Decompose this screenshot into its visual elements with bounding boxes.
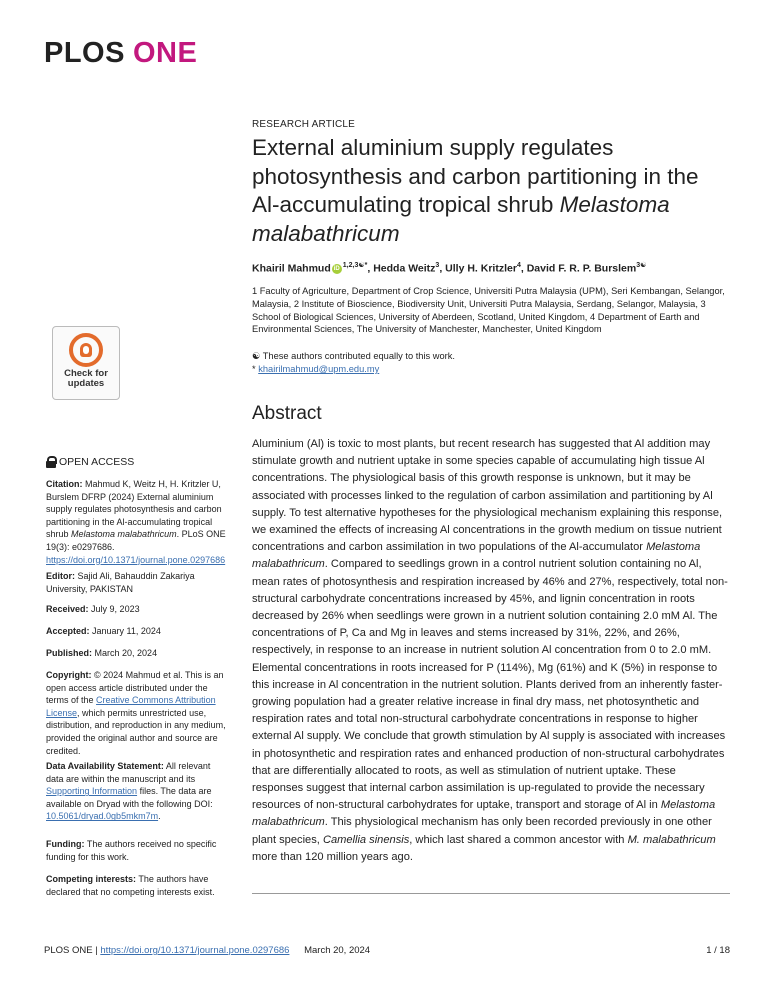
author-3-affil: 4	[516, 262, 521, 269]
check-for-updates-icon	[69, 333, 103, 367]
abstract-divider	[252, 893, 730, 894]
dryad-doi-link[interactable]: 10.5061/dryad.0gb5mkm7m	[46, 811, 159, 822]
author-2-affil: 3	[435, 262, 440, 269]
received-label: Received:	[46, 604, 89, 614]
title-text: External aluminium supply regulates photosynthesis and carbon partitioning in the Al-accumulating tropical shrub	[252, 135, 699, 217]
citation-text: Mahmud K, Weitz H, H. Kritzler U, Burslem DFRP (2024) External aluminium supply regulates photosynthesis and carbon partitioning in the Al-accumulating tropical shrub	[46, 479, 222, 540]
editor-text: Sajid Ali, Bahauddin Zakariya University, PAKISTAN	[46, 571, 195, 594]
published-date: March 20, 2024	[94, 648, 158, 658]
corresponding-author: * khairilmahmud@upm.edu.my	[252, 363, 380, 374]
copyright-block	[46, 669, 226, 757]
competing-interests-text: The authors have declared that no competing interests exist.	[46, 874, 215, 897]
logo-plos: PLOS	[44, 37, 125, 69]
affiliations: 1 Faculty of Agriculture, Department of Crop Science, Universiti Putra Malaysia (UPM), Seri Kembangan, Selangor, Malaysia, 2 Institute of Bioscience, Biodiversity Unit, Universiti Putra Malaysia, Serdang, Selangor, Malaysia, 3 School of Biological Sciences, University of Aberdeen, Scotland, United Kingdom, 4 Department of Earth and Environmental Sciences, The University of Manchester, Manchester, United Kingdom	[252, 286, 725, 335]
citation-journal: . PLoS ONE 19(3): e0297686.	[46, 529, 226, 552]
footer-doi-link[interactable]: https://doi.org/10.1371/journal.pone.0297686	[100, 945, 290, 956]
article-title	[252, 134, 722, 248]
author-3[interactable]: Ully H. Kritzler	[445, 262, 517, 275]
data-availability-block	[46, 760, 226, 823]
citation-species: Melastoma malabathricum	[71, 529, 177, 540]
author-4[interactable]: David F. R. P. Burslem	[526, 262, 637, 275]
orcid-icon[interactable]: iD	[333, 265, 340, 272]
competing-interests-label: Competing interests:	[46, 874, 137, 884]
open-access-badge	[46, 456, 134, 468]
citation-doi-link[interactable]: https://doi.org/10.1371/journal.pone.0297686	[46, 554, 226, 565]
data-availability-end: .	[158, 811, 161, 822]
author-2[interactable]: Hedda Weitz	[373, 262, 436, 275]
journal-logo	[44, 37, 197, 70]
footer-date: March 20, 2024	[304, 945, 371, 956]
article-type: RESEARCH ARTICLE	[252, 119, 356, 130]
author-list: Khairil Mahmud iD $^{1,2,3☯*}$, Hedda Weitz$^3$, Ully H. Kritzler$^4$, David F. R. P. Burslem$^{3☯}$	[252, 262, 647, 275]
author-notes	[252, 350, 730, 376]
author-1[interactable]: Khairil Mahmud	[252, 262, 331, 275]
received-block	[46, 603, 226, 616]
published-label: Published:	[46, 648, 93, 658]
author-4-affil: 3☯	[636, 262, 647, 269]
footer-journal: PLOS ONE |	[44, 945, 101, 956]
page-footer	[44, 945, 730, 956]
funding-text: The authors received no specific funding for this work.	[46, 839, 217, 862]
citation-block	[46, 478, 226, 566]
author-1-affil: 1,2,3☯*	[342, 262, 368, 269]
abstract-text: Aluminium (Al) is toxic to most plants, but recent research has suggested that Al addition may stimulate growth and nutrient uptake in some species capable of accumulating high tissue Al concentrations. The physiological basis of this growth response is unknown, but it may be associated with processes linked to the regulation of carbon assimilation and partitioning by Al supply. To test alternative hypotheses for the physiological mechanism explaining this response, we examined the effects of increasing Al concentrations in the growth medium on tissue nutrient concentrations and carbon assimilation in two populations of the Al-accumulator Melastoma malabathricum. Compared to seedlings grown in a control nutrient solution containing no Al, mean rates of photosynthesis and respiration increased by 46% and 27%, respectively, total non-structural carbohydrate concentrations increased by 45%, and lignin concentration in roots decreased by 26% when seedlings were grown in a nutrient solution containing 2.0 mM Al. The concentrations of P, Ca and Mg in leaves and stems increased by 31%, 22%, and 26%, respectively, in response to an increase in nutrient solution Al concentration from 0 to 2.0 mM. Elemental concentrations in roots increased for P (114%), Mg (61%) and K (5%) in response to this increase in Al concentration in the nutrient solution. Plants derived from an inherently faster-growing population had a greater relative increase in final dry mass, net photosynthetic and respiration rates and total non-structural carbohydrate concentrations in response to higher external Al supply. We conclude that growth stimulation by Al supply is associated with increases in photosynthetic and respiration rates and enhanced production of non-structural carbohydrates that are differentially allocated to roots, as well as stimulation of nutrient uptake. These responses suggest that internal carbon assimilation is up-regulated to provide the necessary resources of non-structural carbohydrates for uptake, transport and storage of Al in Melastoma malabathricum. This physiological mechanism has only been recorded previously in one other plant species, Camellia sinensis, which last shared a common ancestor with M. malabathricum more than 120 million years ago.	[252, 438, 728, 863]
copyright-text-end: , which permits unrestricted use, distribution, and reproduction in any medium, provided the original author and source are credited.	[46, 707, 226, 756]
page-number: 1 / 18	[706, 945, 730, 956]
equal-contribution-note: ☯ These authors contributed equally to this work.	[252, 351, 455, 361]
accepted-date: January 11, 2024	[92, 626, 161, 636]
check-for-updates-button[interactable]	[52, 326, 120, 400]
data-availability-text: All relevant data are within the manuscript and its	[46, 761, 211, 784]
open-access-label: OPEN ACCESS	[59, 456, 135, 468]
corresponding-email-link[interactable]: khairilmahmud@upm.edu.my	[258, 363, 380, 374]
check-for-updates-line1: Check for	[64, 368, 108, 379]
funding-label: Funding:	[46, 839, 85, 849]
citation-label: Citation:	[46, 479, 83, 489]
title-species: Melastoma malabathricum	[252, 192, 670, 246]
copyright-label: Copyright:	[46, 670, 92, 680]
accepted-label: Accepted:	[46, 626, 90, 636]
license-link[interactable]: Creative Commons Attribution License	[46, 695, 216, 718]
check-for-updates-line2: updates	[67, 378, 105, 389]
data-availability-text-2: files. The data are available on Dryad with the following DOI:	[46, 786, 213, 809]
open-lock-icon	[46, 456, 56, 468]
editor-label: Editor:	[46, 571, 75, 581]
copyright-text: © 2024 Mahmud et al. This is an open access article distributed under the terms of the	[46, 670, 224, 706]
accepted-block	[46, 625, 226, 638]
logo-one: ONE	[132, 37, 198, 69]
editor-block	[46, 570, 226, 595]
supporting-information-link[interactable]: Supporting Information	[46, 786, 138, 797]
received-date: July 9, 2023	[91, 604, 140, 614]
published-block	[46, 647, 226, 660]
data-availability-label: Data Availability Statement:	[46, 761, 164, 771]
funding-block	[46, 838, 226, 863]
abstract-heading: Abstract	[252, 403, 322, 424]
competing-interests-block	[46, 873, 226, 898]
